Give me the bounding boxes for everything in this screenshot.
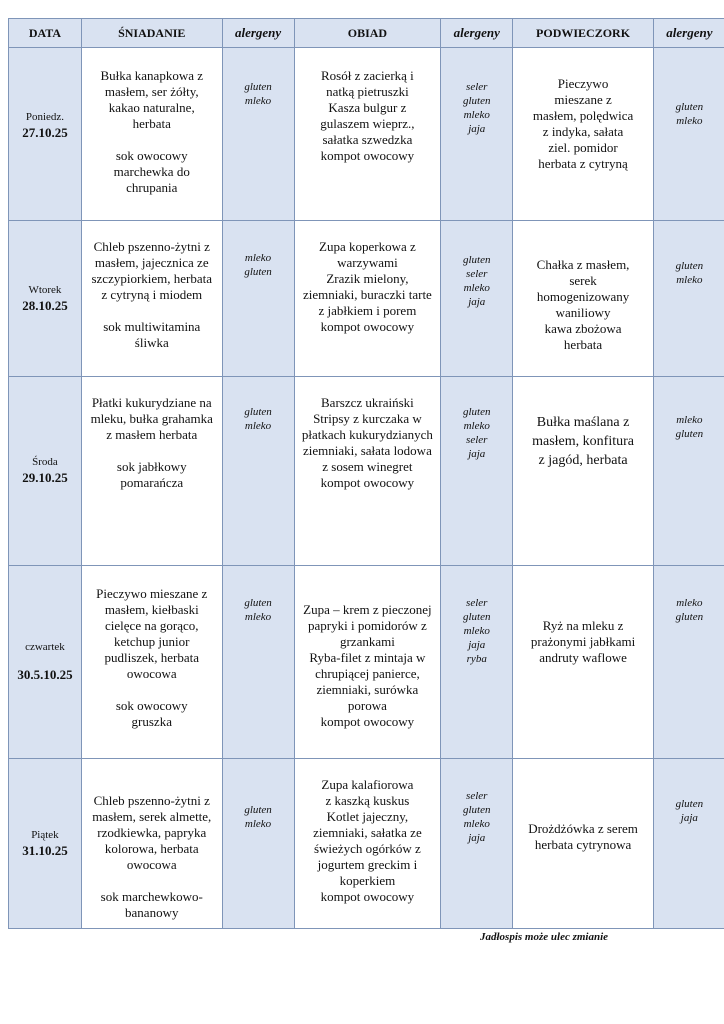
lunch-cell	[294, 377, 441, 566]
header-allergens: alergeny	[441, 19, 513, 48]
day-name: Środa	[32, 456, 58, 468]
day-row	[9, 48, 724, 221]
breakfast-allergens: gluten mleko	[244, 81, 272, 107]
lunch-allergens: gluten seler mleko jaja	[463, 254, 491, 308]
lunch-allergens: seler gluten mleko jaja ryba	[463, 597, 491, 665]
breakfast-allergens-cell	[222, 759, 294, 929]
header-date: DATA	[9, 19, 82, 48]
lunch-cell	[294, 566, 441, 759]
day-name: Piątek	[31, 828, 59, 841]
day-cell	[9, 48, 82, 221]
day-date: 27.10.25	[22, 125, 68, 140]
snack-allergens-cell	[653, 221, 724, 377]
breakfast-text: Płatki kukurydziane na mleku, bułka grahamka z masłem herbata sok jabłkowy pomarańcza	[90, 395, 213, 490]
snack-allergens-cell	[653, 48, 724, 221]
breakfast-cell	[81, 48, 222, 221]
breakfast-allergens-cell	[222, 377, 294, 566]
header-row	[9, 19, 724, 48]
snack-text: Pieczywo mieszane z masłem, polędwica z indyka, sałata ziel. pomidor herbata z cytryną	[532, 76, 634, 171]
lunch-allergens-cell	[441, 759, 513, 929]
day-row	[9, 221, 724, 377]
header-allergens: alergeny	[222, 19, 294, 48]
header-lunch: OBIAD	[294, 19, 441, 48]
breakfast-cell	[81, 759, 222, 929]
header-allergens: alergeny	[653, 19, 724, 48]
day-cell	[9, 221, 82, 377]
day-cell	[9, 759, 82, 929]
lunch-cell	[294, 48, 441, 221]
snack-allergens: gluten jaja	[675, 798, 704, 824]
snack-cell	[513, 377, 654, 566]
snack-text: Ryż na mleku z prażonymi jabłkami andruty waflowe	[530, 618, 636, 665]
breakfast-cell	[81, 221, 222, 377]
breakfast-cell	[81, 377, 222, 566]
day-name: Wtorek	[28, 283, 62, 296]
lunch-allergens-cell	[441, 566, 513, 759]
snack-allergens-cell	[653, 566, 724, 759]
day-cell	[9, 377, 82, 566]
breakfast-allergens: gluten mleko	[244, 406, 272, 432]
lunch-cell	[294, 759, 441, 929]
day-date: 29.10.25	[22, 470, 68, 485]
lunch-text: Zupa kalafiorowa z kaszką kuskus Kotlet jajeczny, ziemniaki, sałatka ze świeżych ogórków z jogurtem greckim i koperkiem kompot owocowy	[313, 777, 422, 904]
breakfast-allergens: mleko gluten	[244, 252, 272, 278]
day-date: 28.10.25	[22, 297, 68, 313]
breakfast-text: Bułka kanapkowa z masłem, ser żółty, kakao naturalne, herbata sok owocowy marchewka do chrupania	[100, 68, 204, 195]
menu-table	[8, 18, 724, 929]
lunch-allergens: gluten mleko seler jaja	[463, 406, 491, 460]
snack-text: Bułka maślana z masłem, konfitura z jagód, herbata	[532, 415, 634, 468]
snack-allergens-cell	[653, 377, 724, 566]
breakfast-allergens: gluten mleko	[244, 804, 272, 830]
snack-cell	[513, 759, 654, 929]
snack-text: Drożdżówka z serem herbata cytrynowa	[528, 821, 638, 852]
lunch-text: Zupa – krem z pieczonej papryki i pomidorów z grzankami Ryba-filet z mintaja w chrupiącej panierce, ziemniaki, surówka porowa kompot owocowy	[303, 602, 432, 729]
snack-allergens-cell	[653, 759, 724, 929]
breakfast-cell	[81, 566, 222, 759]
snack-allergens: gluten mleko	[675, 260, 704, 286]
day-row	[9, 566, 724, 759]
lunch-allergens-cell	[441, 221, 513, 377]
breakfast-allergens: gluten mleko	[244, 597, 272, 623]
breakfast-text: Chleb pszenno-żytni z masłem, serek almette, rzodkiewka, papryka kolorowa, herbata owocowa sok marchewkowo- bananowy	[92, 793, 212, 920]
breakfast-allergens-cell	[222, 566, 294, 759]
lunch-allergens-cell	[441, 377, 513, 566]
snack-text: Chałka z masłem, serek homogenizowany waniliowy kawa zbożowa herbata	[536, 257, 630, 352]
snack-cell	[513, 221, 654, 377]
header-breakfast: ŚNIADANIE	[81, 19, 222, 48]
menu-change-note: Jadłospis może ulec zmianie	[480, 931, 609, 943]
day-row	[9, 759, 724, 929]
day-cell	[9, 566, 82, 759]
snack-allergens: mleko gluten	[675, 597, 704, 623]
lunch-text: Rosół z zacierką i natką pietruszki Kasza bulgur z gulaszem wieprz., sałatka szwedzka kompot owocowy	[320, 68, 415, 163]
breakfast-allergens-cell	[222, 48, 294, 221]
day-row	[9, 377, 724, 566]
snack-cell	[513, 566, 654, 759]
day-date: 31.10.25	[22, 842, 68, 858]
lunch-cell	[294, 221, 441, 377]
day-date: 30.5.10.25	[17, 667, 73, 682]
snack-allergens: gluten mleko	[675, 101, 704, 127]
lunch-text: Zupa koperkowa z warzywami Zrazik mielony, ziemniaki, buraczki tarte z jabłkiem i porem kompot owocowy	[302, 239, 432, 334]
lunch-allergens: seler gluten mleko jaja	[463, 81, 491, 135]
lunch-text: Barszcz ukraiński Stripsy z kurczaka w płatkach kukurydzianych ziemniaki, sałata lodowa z sosem winegret kompot owocowy	[301, 395, 433, 490]
snack-allergens: mleko gluten	[675, 414, 704, 440]
breakfast-text: Pieczywo mieszane z masłem, kiełbaski cielęce na gorąco, ketchup junior pudliszek, herbata owocowa sok owocowy gruszka	[96, 586, 208, 729]
lunch-allergens-cell	[441, 48, 513, 221]
breakfast-text: Chleb pszenno-żytni z masłem, jajecznica ze szczypiorkiem, herbata z cytryną i miodem sok multiwitamina śliwka	[91, 239, 213, 350]
day-name: czwartek	[25, 641, 65, 653]
header-snack: PODWIECZORK	[513, 19, 654, 48]
lunch-allergens: seler gluten mleko jaja	[463, 790, 491, 844]
breakfast-allergens-cell	[222, 221, 294, 377]
day-name: Poniedz.	[25, 111, 65, 123]
snack-cell	[513, 48, 654, 221]
